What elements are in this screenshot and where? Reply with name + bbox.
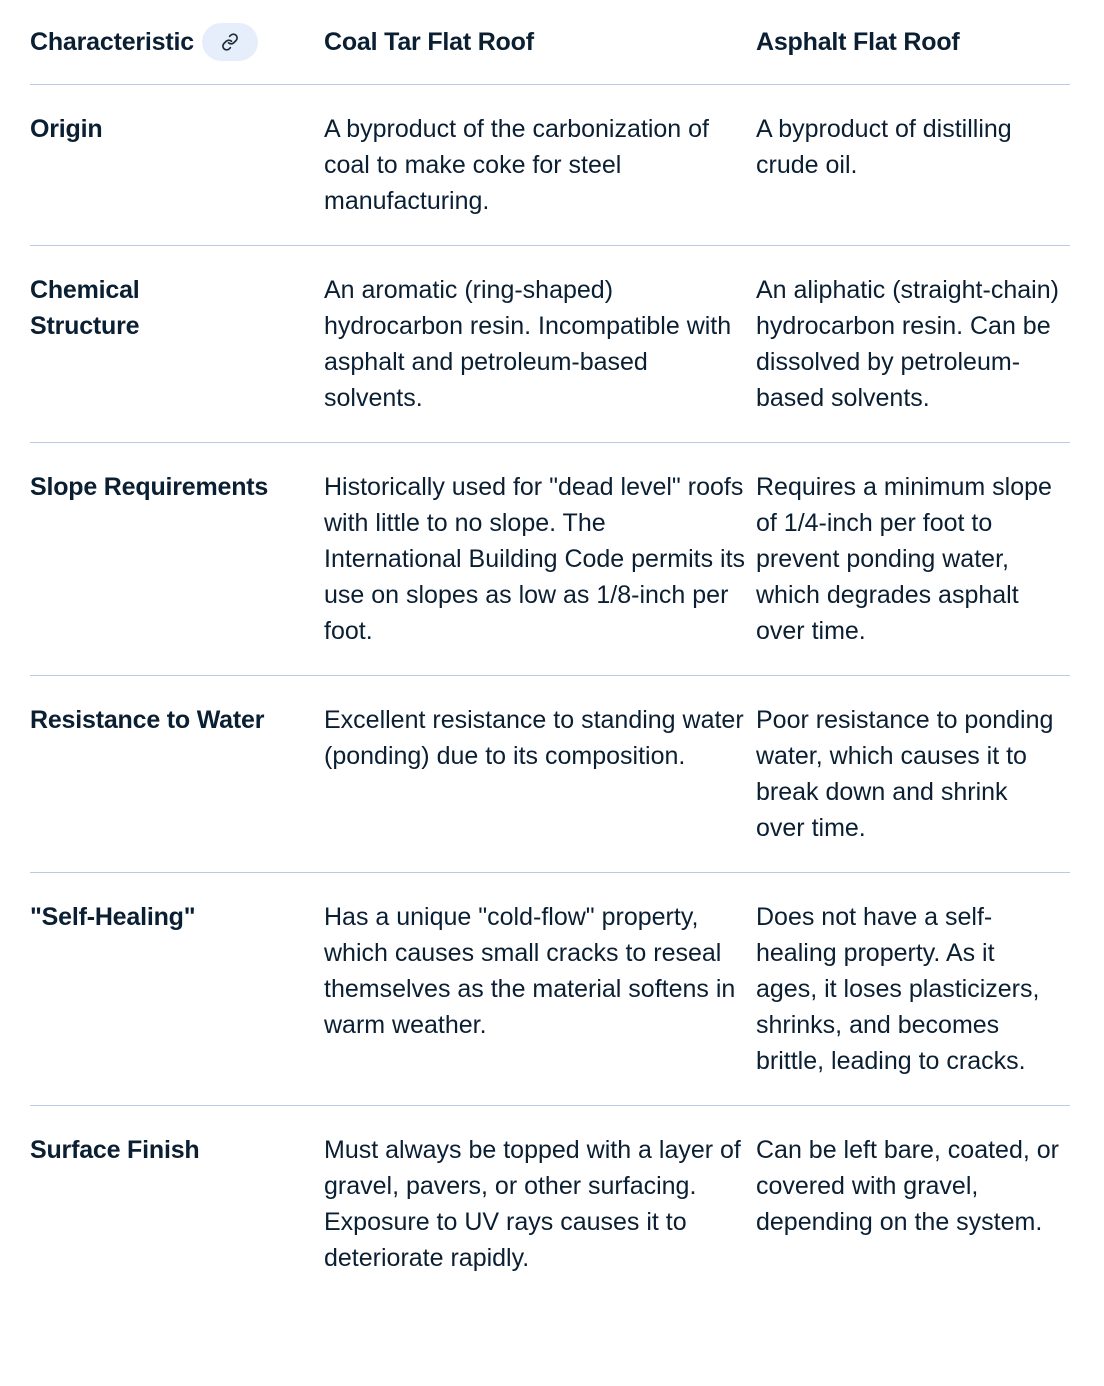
- asphalt-cell: Does not have a self-healing property. As it ages, it loses plasticizers, shrinks, and becomes brittle, leading to cracks.: [756, 903, 1040, 1075]
- table-row: [30, 443, 1070, 676]
- asphalt-cell: A byproduct of distilling crude oil.: [756, 115, 1012, 179]
- table-header-row: [30, 0, 1070, 85]
- asphalt-cell: Requires a minimum slope of 1/4-inch per foot to prevent ponding water, which degrades asphalt over time.: [756, 473, 1052, 645]
- row-label: Slope Requirements: [30, 473, 269, 501]
- copy-link-button[interactable]: [202, 23, 258, 61]
- asphalt-cell: Can be left bare, coated, or covered with gravel, depending on the system.: [756, 1136, 1059, 1236]
- header-coal-tar: Coal Tar Flat Roof: [324, 28, 534, 56]
- table-row: [30, 1106, 1070, 1302]
- asphalt-cell: Poor resistance to ponding water, which causes it to break down and shrink over time.: [756, 706, 1054, 842]
- table-row: [30, 676, 1070, 873]
- comparison-table: [30, 0, 1070, 1302]
- row-label: Origin: [30, 115, 103, 143]
- coal-tar-cell: An aromatic (ring-shaped) hydrocarbon resin. Incompatible with asphalt and petroleum-based solvents.: [324, 276, 732, 412]
- header-characteristic-wrap: [30, 23, 324, 61]
- link-icon: [221, 33, 239, 51]
- asphalt-cell: An aliphatic (straight-chain) hydrocarbon resin. Can be dissolved by petroleum-based solvents.: [756, 276, 1059, 412]
- table-row: [30, 246, 1070, 443]
- coal-tar-cell: Must always be topped with a layer of gravel, pavers, or other surfacing. Exposure to UV rays causes it to deteriorate rapidly.: [324, 1136, 741, 1272]
- coal-tar-cell: Excellent resistance to standing water (ponding) due to its composition.: [324, 706, 744, 770]
- row-label: "Self-Healing": [30, 903, 196, 931]
- coal-tar-cell: Historically used for "dead level" roofs with little to no slope. The International Building Code permits its use on slopes as low as 1/8-inch per foot.: [324, 473, 746, 645]
- header-characteristic: Characteristic: [30, 28, 194, 56]
- row-label: Surface Finish: [30, 1136, 200, 1164]
- row-label: Chemical Structure: [30, 276, 140, 340]
- table-row: [30, 85, 1070, 246]
- coal-tar-cell: Has a unique "cold-flow" property, which causes small cracks to reseal themselves as the material softens in warm weather.: [324, 903, 736, 1039]
- row-label: Resistance to Water: [30, 706, 265, 734]
- coal-tar-cell: A byproduct of the carbonization of coal to make coke for steel manufacturing.: [324, 115, 709, 215]
- header-characteristic-cell: [30, 23, 324, 61]
- header-asphalt: Asphalt Flat Roof: [756, 28, 960, 56]
- table-row: [30, 873, 1070, 1106]
